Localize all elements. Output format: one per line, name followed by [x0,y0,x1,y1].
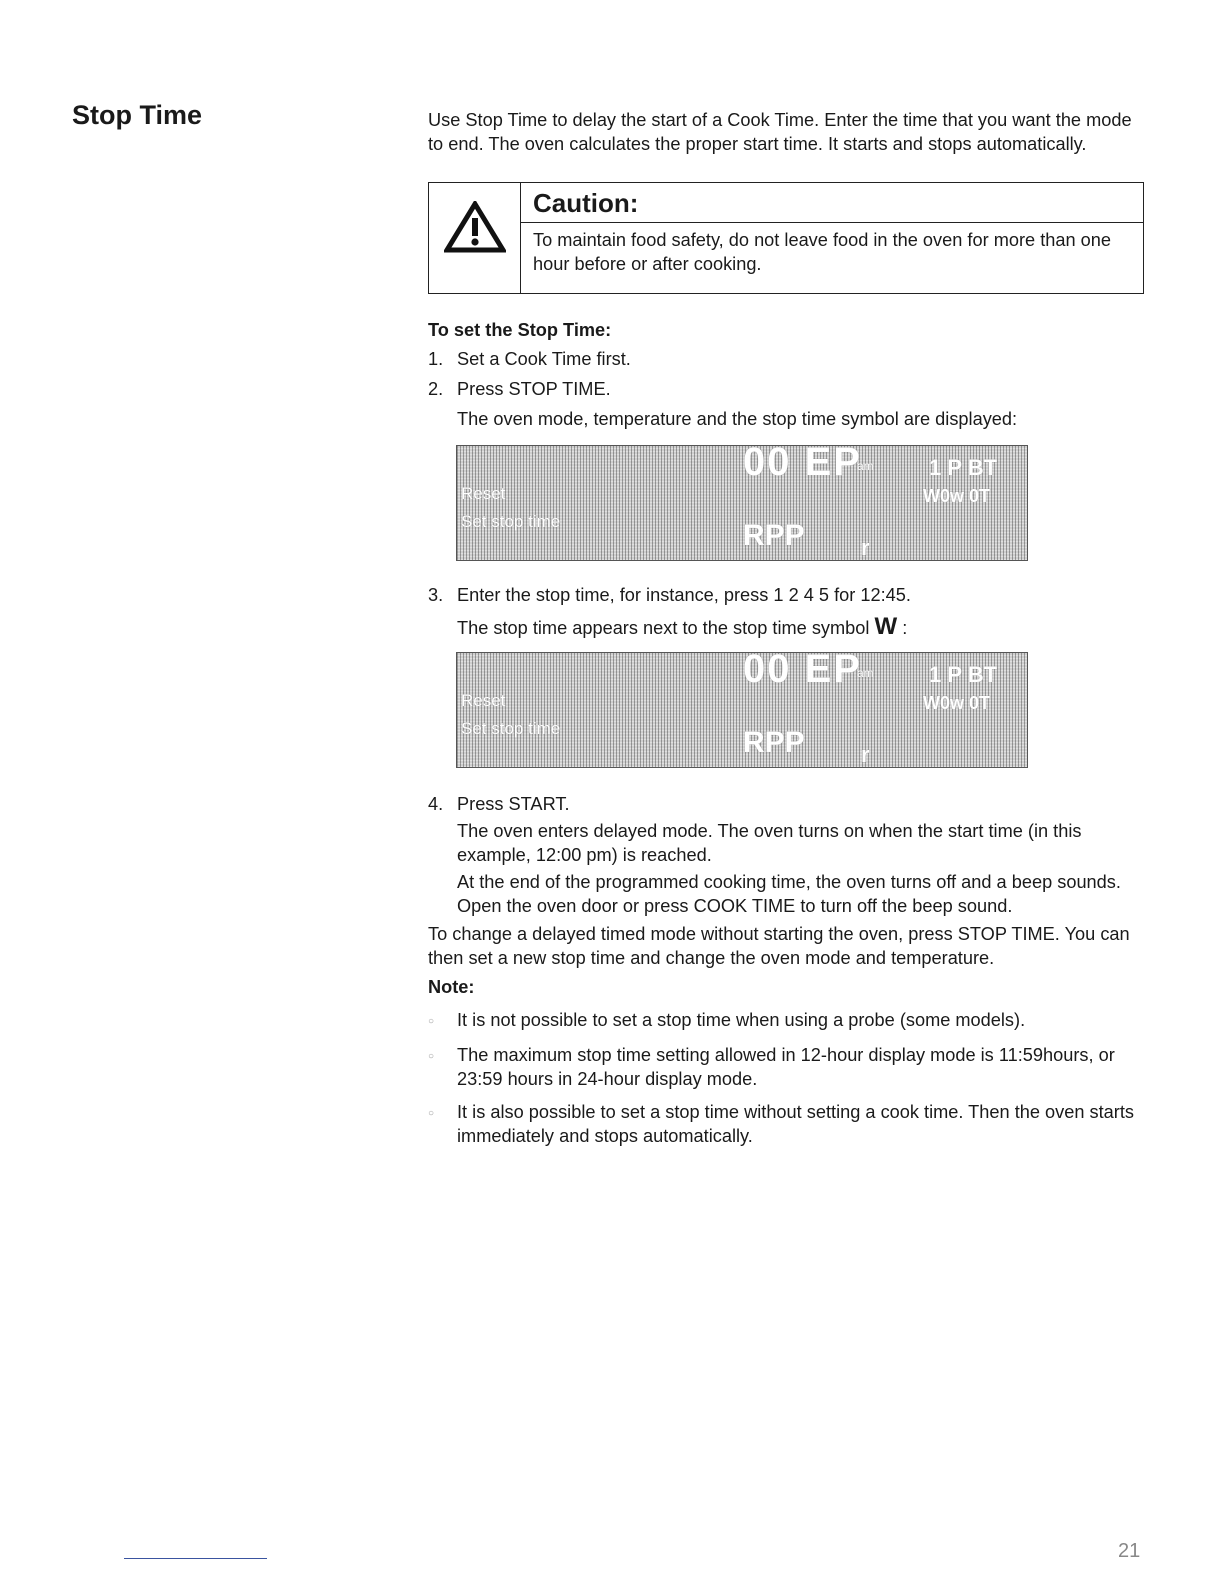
display-am: am [857,666,874,680]
note-text: It is not possible to set a stop time when using a probe (some models). [457,1010,1026,1030]
footer-rule [124,1558,267,1559]
display-stop-time-symbol: W0w 0T [923,693,991,713]
step-text: Press STOP TIME. [457,379,611,399]
step-number: 3. [428,585,444,605]
display-temperature: 1 P BT [929,662,998,687]
display-mode: RPP [743,726,805,759]
note-item [428,1043,1144,1091]
bullet-icon: ○ [428,1108,435,1119]
oven-display-1 [456,445,1028,561]
display-set-stop-time-label: Set stop time [461,719,561,738]
page-number: 21 [1118,1540,1141,1562]
step-3-detail-text: The stop time appears next to the stop time symbol [457,618,870,638]
step-text: Set a Cook Time first. [457,349,631,369]
step-4 [428,792,1144,816]
procedure-title: To set the Stop Time: [428,320,612,340]
change-paragraph: To change a delayed timed mode without starting the oven, press STOP TIME. You can then set a new stop time and change the oven mode and temperature. [428,924,1130,968]
note-item [428,1100,1144,1148]
step-2-detail: The oven mode, temperature and the stop time symbol are displayed: [457,409,1018,429]
display-time: 00 EP [743,445,862,484]
display-am: am [857,459,874,473]
step-3-detail [428,615,1144,640]
step-1 [428,347,1144,371]
step-4-detail: The oven enters delayed mode. The oven turns on when the start time (in this example, 12:00 pm) is reached. [457,821,1082,865]
display-stop-time-symbol: W0w 0T [923,486,991,506]
caution-box [428,182,1144,294]
caution-body [521,183,1143,293]
step-number: 4. [428,794,444,814]
step-text: Enter the stop time, for instance, press 1 2 4 5 for 12:45. [457,585,911,605]
stop-time-symbol: W [874,613,898,640]
oven-display-2 [456,652,1028,768]
step-4-detail-2: At the end of the programmed cooking time, the oven turns off and a beep sounds. Open the oven door or press COOK TIME to turn off the beep sound. [457,872,1121,916]
step-text: Press START. [457,794,570,814]
display-flag: r [861,535,870,560]
content-column [428,108,1144,1148]
bullet-icon: ○ [428,1016,435,1027]
display-flag: r [861,742,870,767]
caution-text: To maintain food safety, do not leave food in the oven for more than one hour before or after cooking. [533,230,1111,274]
note-text: The maximum stop time setting allowed in 12-hour display mode is 11:59hours, or 23:59 hours in 24-hour display mode. [457,1045,1115,1089]
display-reset-label: Reset [461,691,506,710]
intro-paragraph: Use Stop Time to delay the start of a Cook Time. Enter the time that you want the mode to end. The oven calculates the proper start time. It starts and stops automatically. [428,110,1132,154]
display-mode: RPP [743,519,805,552]
step-3 [428,583,1144,607]
display-reset-label: Reset [461,484,506,503]
step-number: 1. [428,349,444,369]
caution-icon-cell [429,183,521,293]
bullet-icon: ○ [428,1051,435,1062]
section-title: Stop Time [72,100,203,130]
caution-title: Caution: [521,183,1143,223]
display-temperature: 1 P BT [929,455,998,480]
note-text: It is also possible to set a stop time without setting a cook time. Then the oven starts immediately and stops automatically. [457,1102,1134,1146]
note-title: Note: [428,977,475,997]
step-3-detail-colon: : [897,618,908,638]
step-2 [428,377,1144,401]
step-number: 2. [428,379,444,399]
display-time: 00 EP [743,652,862,691]
note-item [428,1008,1144,1034]
display-set-stop-time-label: Set stop time [461,512,561,531]
warning-triangle-icon [444,201,506,253]
